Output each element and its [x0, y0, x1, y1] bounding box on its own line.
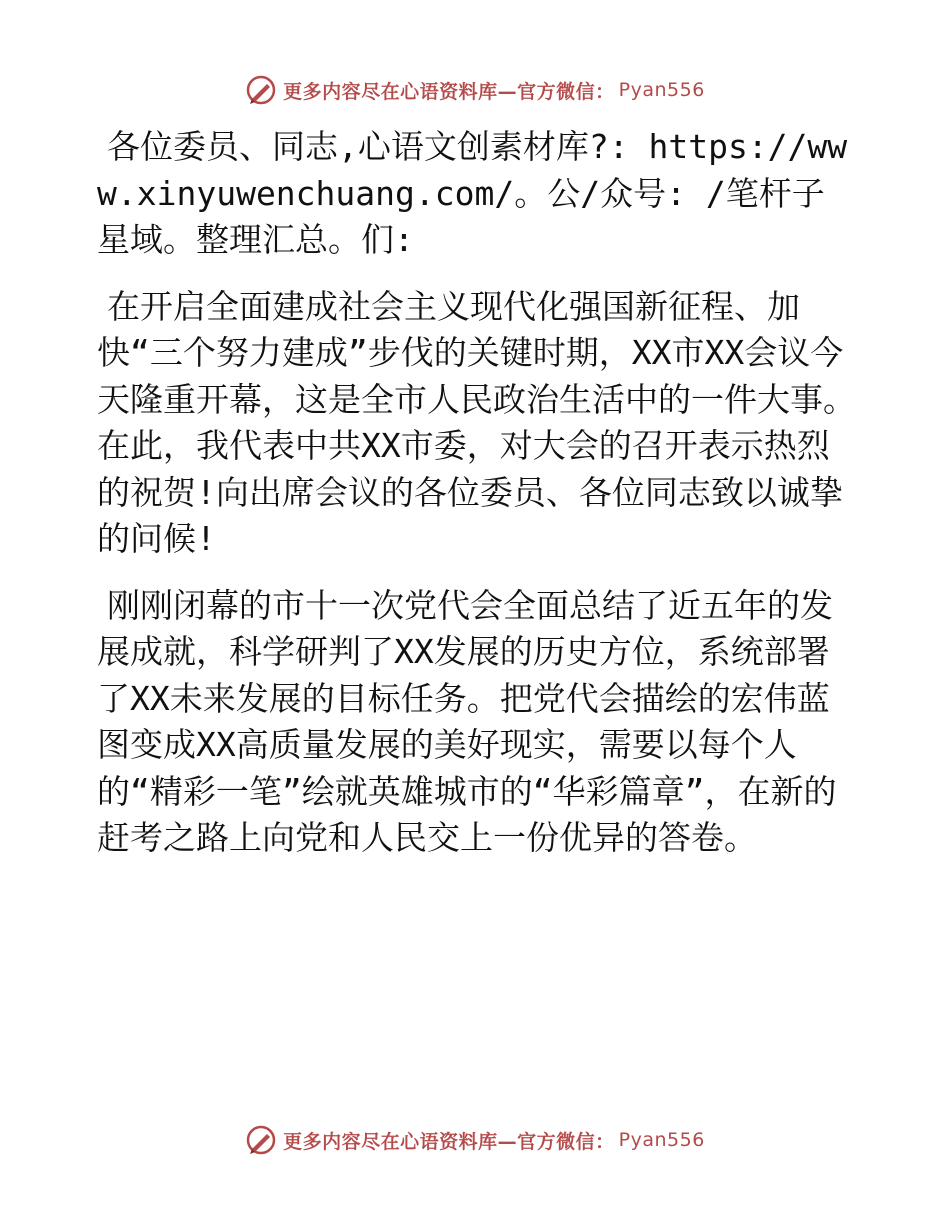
paragraph-salutation: 各位委员、同志,心语文创素材库?: https://www.xinyuwenchuang.com/。公/众号: /笔杆子星域。整理汇总。们: — [97, 127, 848, 259]
paragraph-review: 刚刚闭幕的市十一次党代会全面总结了近五年的发展成就，科学研判了XX发展的历史方位，系统部署了XX未来发展的目标任务。把党代会描绘的宏伟蓝图变成XX高质量发展的美好现实，需要以每个人的“精彩一笔”绘就英雄城市的“华彩篇章”，在新的赶考之路上向党和人民交上一份优异的答卷。 — [97, 585, 837, 857]
header-banner-text: 更多内容尽在心语资料库—官方微信： — [283, 80, 615, 103]
footer-watermark-banner — [0, 1120, 950, 1160]
header-watermark-banner — [0, 70, 950, 110]
pen-circle-logo-icon — [245, 1124, 277, 1156]
footer-banner-text: 更多内容尽在心语资料库—官方微信： — [283, 1130, 615, 1153]
header-wechat-id: Pyan556 — [618, 79, 705, 101]
document-body — [97, 124, 857, 882]
pen-circle-logo-icon — [245, 74, 277, 106]
paragraph-opening: 在开启全面建成社会主义现代化强国新征程、加快“三个努力建成”步伐的关键时期，XX市XX会议今天隆重开幕，这是全市人民政治生活中的一件大事。在此，我代表中共XX市委，对大会的召开表示热烈的祝贺!向出席会议的各位委员、各位同志致以诚挚的问候! — [97, 286, 856, 558]
footer-wechat-id: Pyan556 — [618, 1129, 705, 1151]
